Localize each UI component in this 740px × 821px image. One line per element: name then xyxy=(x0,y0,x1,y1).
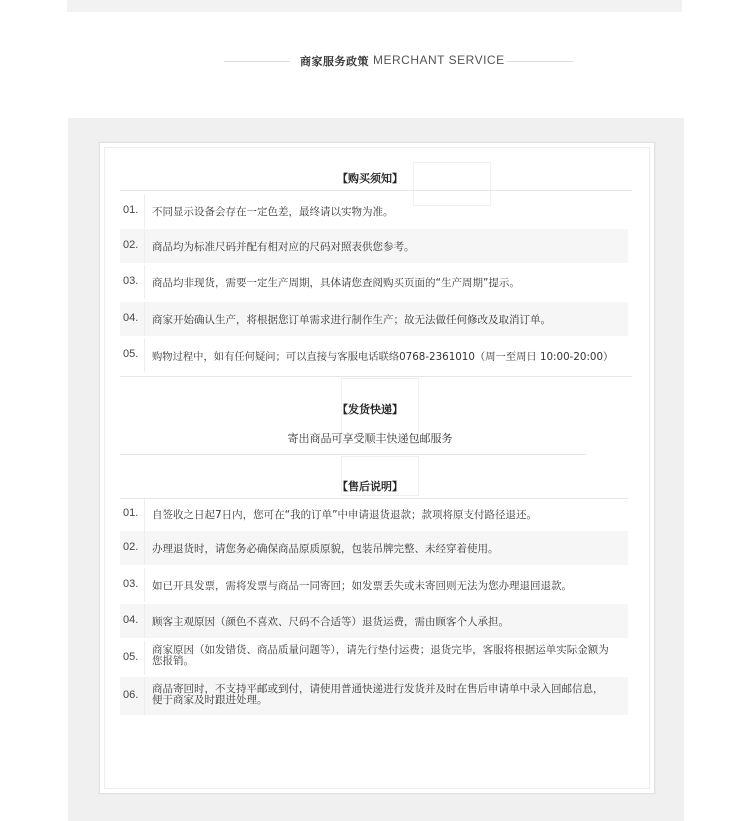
item-text: 如已开具发票，需将发票与商品一同寄回；如发票丢失或未寄回则无法为您办理退回退款。 xyxy=(152,580,572,592)
item-separator xyxy=(144,568,145,602)
purchase-item xyxy=(120,229,628,263)
item-separator xyxy=(144,497,145,531)
item-separator xyxy=(144,677,145,715)
purchase-bottom-rule xyxy=(120,376,632,377)
item-text: 商家开始确认生产，将根据您订单需求进行制作生产；故无法做任何修改及取消订单。 xyxy=(152,314,551,326)
item-number: 02. xyxy=(123,239,139,251)
shipping-title: 【发货快递】 xyxy=(337,403,403,416)
item-number: 01. xyxy=(123,507,139,519)
item-text: 不同显示设备会存在一定色差，最终请以实物为准。 xyxy=(152,206,394,218)
purchase-item xyxy=(120,265,632,299)
aftersale-item xyxy=(120,531,628,565)
item-text: 商品寄回时，不支持平邮或到付，请使用普通快递进行发货并及时在售后申请单中录入回邮信息，便于商家及时跟进处理。 xyxy=(152,683,604,706)
purchase-rule xyxy=(120,190,632,191)
item-number: 05. xyxy=(123,348,139,360)
item-number: 03. xyxy=(123,578,139,590)
item-text: 购物过程中，如有任何疑问；可以直接与客服电话联络0768-2361010（周一至周日 10:00-20:00） xyxy=(152,351,614,363)
heading-divider-left xyxy=(224,61,290,62)
purchase-item xyxy=(120,302,628,336)
item-separator xyxy=(144,641,145,675)
item-separator xyxy=(144,302,145,336)
shipping-text: 寄出商品可享受顺丰快递包邮服务 xyxy=(287,432,453,445)
aftersale-item xyxy=(120,677,628,715)
aftersale-item xyxy=(120,604,628,638)
item-number: 02. xyxy=(123,541,139,553)
item-separator xyxy=(144,531,145,565)
item-separator xyxy=(144,194,145,228)
item-number: 05. xyxy=(123,651,139,663)
item-number: 01. xyxy=(123,204,139,216)
item-number: 06. xyxy=(123,689,139,701)
item-separator xyxy=(144,604,145,638)
shipping-rule xyxy=(120,454,586,455)
purchase-title: 【购买须知】 xyxy=(337,172,403,185)
item-text: 顾客主观原因（颜色不喜欢、尺码不合适等）退货运费，需由顾客个人承担。 xyxy=(152,616,509,628)
heading-divider-right xyxy=(507,61,573,62)
item-separator xyxy=(144,229,145,263)
item-text: 商品均为标准尺码并配有相对应的尺码对照表供您参考。 xyxy=(152,241,415,253)
aftersale-item xyxy=(120,497,628,531)
top-strip xyxy=(67,0,682,12)
item-text: 自签收之日起7日内，您可在“我的订单”中申请退货退款；款项将原支付路径退还。 xyxy=(152,509,538,521)
item-number: 03. xyxy=(123,275,139,287)
purchase-item xyxy=(120,338,632,372)
aftersale-title: 【售后说明】 xyxy=(337,480,403,493)
section-heading xyxy=(0,50,740,72)
item-text: 商家原因（如发错货、商品质量问题等），请先行垫付运费；退货完毕，客服将根据运单实际金额为您报销。 xyxy=(152,644,609,667)
item-text: 办理退货时，请您务必确保商品原质原貌，包装吊牌完整、未经穿着使用。 xyxy=(152,543,499,555)
heading-title-en: MERCHANT SERVICE xyxy=(373,53,505,67)
aftersale-item xyxy=(120,641,628,675)
heading-title-cn: 商家服务政策 xyxy=(300,55,369,68)
purchase-item xyxy=(120,194,632,228)
item-separator xyxy=(144,338,145,372)
aftersale-item xyxy=(120,568,628,602)
item-separator xyxy=(144,265,145,299)
item-text: 商品均非现货，需要一定生产周期，具体请您查阅购买页面的“生产周期”提示。 xyxy=(152,277,520,289)
item-number: 04. xyxy=(123,312,139,324)
item-number: 04. xyxy=(123,614,139,626)
